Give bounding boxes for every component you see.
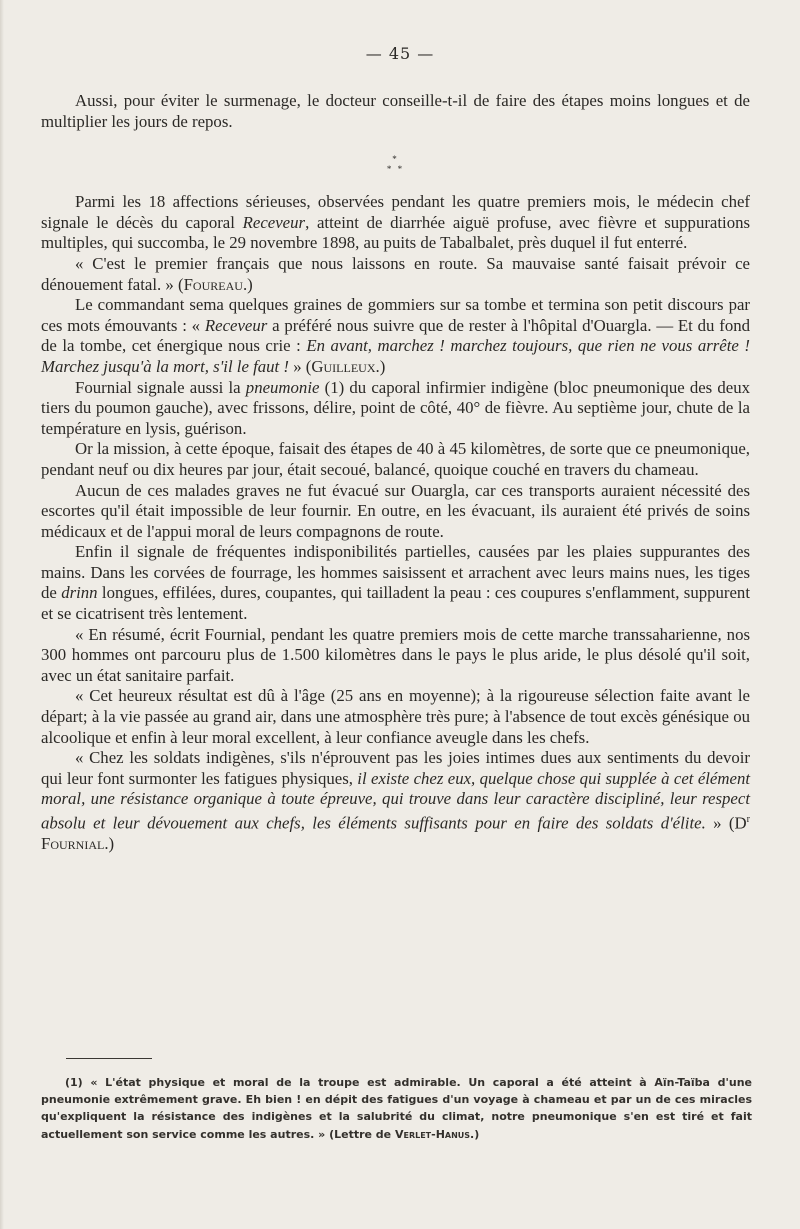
footnote-rule [66, 1058, 152, 1059]
paragraph [41, 542, 750, 624]
paragraph [41, 295, 750, 377]
paragraph-text: , atteint de diarrhée aiguë profuse, avec fièvre et suppurations multiples, qui succomba, le 29 novembre 1898, au puits de Tabalbalet, près duquel il fut enterré. [41, 212, 751, 253]
author-citation: Fournial [41, 834, 105, 854]
italic-term: pneumonie [245, 377, 320, 397]
paragraph-text: .) [375, 356, 386, 376]
footnote [41, 1074, 752, 1143]
italic-name: Receveur [242, 212, 306, 232]
paragraph-text: Aucun de ces malades graves ne fut évacué sur Ouargla, car ces transports auraient nécessité des escortes qu'il était impossible de leur fournir. En outre, en les évacuant, ils auraient été privés de soins médicaux et de l'appui moral de leurs compagnons de route. [41, 480, 750, 541]
paragraph-text: .) [104, 834, 115, 854]
paragraph-text: « Chez les soldats indigènes, s'ils n'éprouvent pas les joies intimes dues aux sentiments du devoir qui leur font surmonter les fatigues physiques, [41, 748, 750, 788]
italic-name: Receveur [204, 315, 268, 335]
author-citation: Verlet-Hanus [394, 1127, 471, 1141]
page-number: — 45 — [365, 44, 435, 63]
paragraph [41, 378, 750, 440]
footnote-text-part: (1) « L'état physique et moral de la troupe est admirable. Un caporal a été atteint à Aïn-Taïba d'une pneumonie extrêmement grave. Eh bien ! en dépit des fatigues d'un voyage à chameau et par un de ces miracles qu'expliquent la résistance des indigènes et la salubrité du climat, notre pneumonique s'en est tiré et fait actuellement son service comme les autres. » (Lettre de [41, 1076, 752, 1141]
paragraph-text: « C'est le premier français que nous laissons en route. Sa mauvaise santé faisait prévoir ce dénouement fatal. » ( [41, 253, 750, 294]
body-text [41, 91, 750, 855]
footnote-text-part: .) [470, 1127, 480, 1141]
paragraph [41, 748, 750, 855]
paragraph-text: Fournial signale aussi la [75, 377, 246, 397]
paragraph-text: longues, effilées, dures, coupantes, qui tailladent la peau : ces coupures s'enflamment, suppurent et se cicatrisent très lentement. [41, 583, 750, 624]
separator-star-bottom: * * [386, 164, 405, 175]
author-citation: Guilleux [311, 356, 376, 376]
paragraph-text: » (D [705, 813, 747, 833]
paragraph-text: » ( [289, 356, 312, 376]
paragraph [41, 91, 750, 132]
paragraph-text: .) [242, 274, 253, 294]
superscript: r [746, 814, 750, 825]
paragraph-text: Parmi les 18 affections sérieuses, observées pendant les quatre premiers mois, le médecin chef signale le décès du caporal [41, 192, 750, 232]
section-separator [41, 154, 750, 174]
footnote-text [41, 1074, 752, 1143]
paragraph [41, 254, 750, 295]
paragraph-text: « En résumé, écrit Fournial, pendant les quatre premiers mois de cette marche transsaharienne, nos 300 hommes ont parcouru plus de 1.500 kilomètres dans le pays le plus aride, le plus désolé qu'il soit, avec un état sanitaire parfait. [41, 624, 750, 685]
paragraph [41, 625, 750, 687]
paragraph-text: Le commandant sema quelques graines de gommiers sur sa tombe et termina son petit discours par ces mots émouvants : « [41, 295, 750, 335]
paragraph-text: « Cet heureux résultat est dû à l'âge (25 ans en moyenne); à la rigoureuse sélection faite avant le départ; à la vie passée au grand air, dans une atmosphère très pure; à l'absence de tout excès génésique ou alcoolique et enfin à leur moral excellent, à leur confiance aveugle dans les chefs. [41, 686, 750, 747]
paragraph-text: Enfin il signale de fréquentes indisponibilités partielles, causées par les plaies suppurantes des mains. Dans les corvées de fourrage, les hommes saisissent et arrachent avec leurs mains nues, les tiges de [41, 542, 750, 603]
paragraph-text: a préféré nous suivre que de rester à l'hôpital d'Ouargla. — Et du fond de la tombe, cet énergique nous crie : [41, 315, 750, 356]
paragraph-text: Or la mission, à cette époque, faisait des étapes de 40 à 45 kilomètres, de sorte que ce pneumonique, pendant neuf ou dix heures par jour, était secoué, balancé, quoique couché en travers du chameau. [41, 439, 750, 479]
italic-quote: En avant, marchez ! marchez toujours, que rien ne vous arrête ! Marchez jusqu'à la mort, s'il le faut ! [41, 336, 750, 376]
paragraph [41, 686, 750, 748]
paragraph [41, 439, 750, 480]
separator-star-top: * [392, 154, 399, 165]
paragraph-text: (1) du caporal infirmier indigène (bloc pneumonique des deux tiers du poumon gauche), avec frissons, délire, point de côté, 40° de fièvre. Au septième jour, chute de la température en lysis, guérison. [41, 377, 751, 438]
paragraph [41, 192, 750, 254]
paragraph [41, 481, 750, 543]
italic-quote: il existe chez eux, quelque chose qui supplée à cet élément moral, une résistance organique à toute épreuve, qui trouve dans leur caractère discipliné, leur respect absolu et leur dévouement aux chefs, les éléments suffisants pour en faire des soldats d'élite. [41, 768, 750, 833]
paragraph-text: Aussi, pour éviter le surmenage, le docteur conseille-t-il de faire des étapes moins longues et de multiplier les jours de repos. [41, 91, 750, 131]
italic-term: drinn [61, 583, 98, 603]
author-citation: Foureau [183, 274, 243, 294]
